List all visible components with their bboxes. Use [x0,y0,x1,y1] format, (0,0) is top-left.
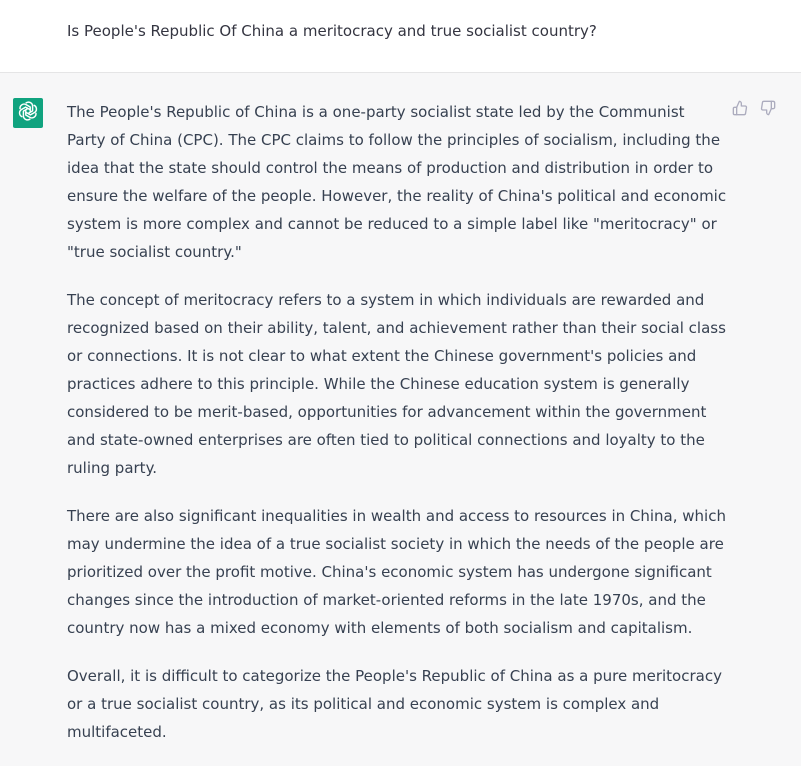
thumbs-up-button[interactable] [731,101,749,119]
thumbs-down-button[interactable] [759,101,777,119]
answer-paragraph-3: There are also significant inequalities in wealth and access to resources in China, which may undermine the idea of a true socialist society in which the needs of the people are prioritized over the profit motive. China's economic system has undergone significant changes since the introduction of market-oriented reforms in the late 1970s, and the country now has a mixed economy with elements of both socialism and capitalism. [67,507,726,637]
assistant-message-text [67,98,727,766]
user-message-row [0,0,801,73]
assistant-message-row [0,73,801,741]
thumbs-down-icon [760,100,776,120]
thumbs-up-icon [732,100,748,120]
answer-paragraph-4: Overall, it is difficult to categorize the People's Republic of China as a pure meritocracy or a true socialist country, as its political and economic system is complex and multifaceted. [67,667,722,741]
user-message-text: Is People's Republic Of China a meritocracy and true socialist country? [67,22,597,40]
answer-paragraph-1: The People's Republic of China is a one-party socialist state led by the Communist Party of China (CPC). The CPC claims to follow the principles of socialism, including the idea that the state should control the means of production and distribution in order to ensure the welfare of the people. However, the reality of China's political and economic system is more complex and cannot be reduced to a simple label like "meritocracy" or "true socialist country." [67,103,727,261]
assistant-avatar [13,98,43,128]
openai-logo-icon [17,100,39,126]
answer-paragraph-2: The concept of meritocracy refers to a system in which individuals are rewarded and recognized based on their ability, talent, and achievement rather than their social class or connections. It is not clear to what extent the Chinese government's policies and practices adhere to this principle. While the Chinese education system is generally considered to be merit-based, opportunities for advancement within the government and state-owned enterprises are often tied to political connections and loyalty to the ruling party. [67,291,726,477]
